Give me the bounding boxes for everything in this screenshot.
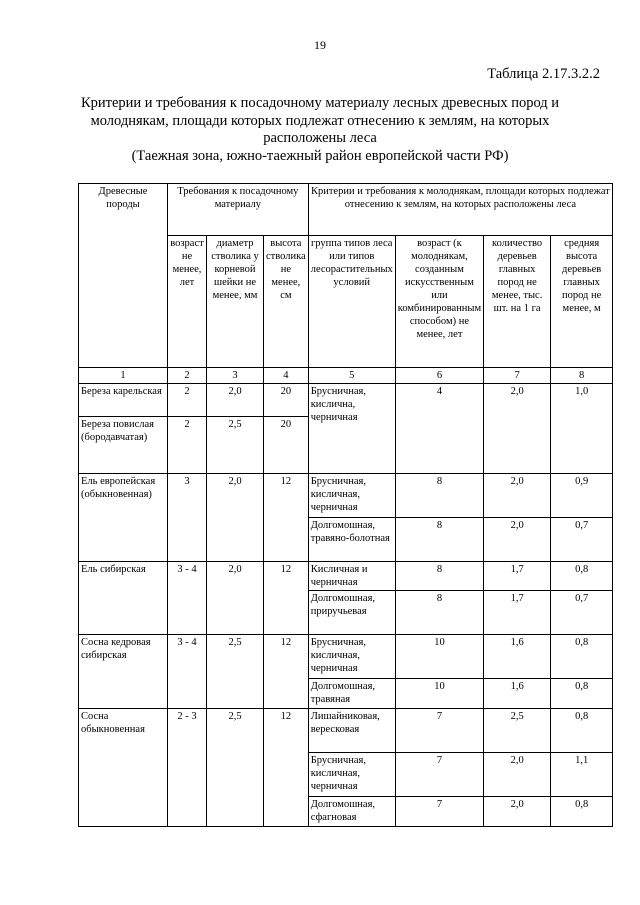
species-cell: Береза карельская bbox=[79, 384, 168, 417]
avg-height-cell: 0,8 bbox=[551, 562, 613, 591]
diameter-cell: 2,0 bbox=[207, 474, 264, 562]
age-cell: 2 bbox=[168, 384, 207, 417]
age-cell: 3 - 4 bbox=[168, 635, 207, 709]
count-cell: 2,0 bbox=[484, 753, 551, 797]
diameter-cell: 2,0 bbox=[207, 562, 264, 635]
avg-height-cell: 1,0 bbox=[551, 384, 613, 474]
avg-height-cell: 0,8 bbox=[551, 797, 613, 827]
count-cell: 1,6 bbox=[484, 635, 551, 679]
forest-type-cell: Долгомошная, травяная bbox=[308, 679, 395, 709]
age-cell: 2 bbox=[168, 417, 207, 474]
header-avg-height: средняя высота деревьев главных пород не менее, м bbox=[551, 236, 613, 368]
column-number: 6 bbox=[395, 368, 483, 384]
criteria-table bbox=[78, 183, 613, 827]
forest-type-cell: Брусничная, кисличная, черничная bbox=[308, 635, 395, 679]
column-number-row bbox=[79, 368, 613, 384]
young-age-cell: 8 bbox=[395, 562, 483, 591]
forest-type-cell: Брусничная, кисличная, черничная bbox=[308, 474, 395, 518]
age-cell: 3 - 4 bbox=[168, 562, 207, 635]
header-planting-group: Требования к посадочному материалу bbox=[168, 184, 309, 236]
height-cell: 12 bbox=[264, 474, 309, 562]
avg-height-cell: 0,9 bbox=[551, 474, 613, 518]
young-age-cell: 10 bbox=[395, 679, 483, 709]
species-cell: Сосна обыкновенная bbox=[79, 709, 168, 827]
table-row bbox=[79, 384, 613, 417]
column-number: 7 bbox=[484, 368, 551, 384]
diameter-cell: 2,0 bbox=[207, 384, 264, 417]
header-age: возраст не менее, лет bbox=[168, 236, 207, 368]
header-diameter: диаметр стволика у корневой шейки не менее, мм bbox=[207, 236, 264, 368]
avg-height-cell: 0,7 bbox=[551, 591, 613, 635]
page-number: 19 bbox=[314, 38, 326, 52]
young-age-cell: 7 bbox=[395, 709, 483, 753]
count-cell: 1,7 bbox=[484, 591, 551, 635]
document-title bbox=[60, 95, 580, 165]
species-cell: Ель сибирская bbox=[79, 562, 168, 635]
count-cell: 1,6 bbox=[484, 679, 551, 709]
forest-type-cell: Долгомошная, приручьевая bbox=[308, 591, 395, 635]
column-number: 2 bbox=[168, 368, 207, 384]
forest-type-cell: Кисличная и черничная bbox=[308, 562, 395, 591]
column-number: 8 bbox=[551, 368, 613, 384]
column-number: 4 bbox=[264, 368, 309, 384]
avg-height-cell: 0,8 bbox=[551, 635, 613, 679]
forest-type-cell: Долгомошная, травяно-болотная bbox=[308, 518, 395, 562]
table-row bbox=[79, 635, 613, 679]
count-cell: 2,0 bbox=[484, 797, 551, 827]
table-row bbox=[79, 709, 613, 753]
avg-height-cell: 0,7 bbox=[551, 518, 613, 562]
avg-height-cell: 0,8 bbox=[551, 679, 613, 709]
diameter-cell: 2,5 bbox=[207, 709, 264, 827]
young-age-cell: 8 bbox=[395, 474, 483, 518]
header-young-age: возраст (к молоднякам, созданным искусственным или комбинированным способом) не менее, лет bbox=[395, 236, 483, 368]
table-row bbox=[79, 474, 613, 518]
species-cell: Береза повислая (бородавчатая) bbox=[79, 417, 168, 474]
count-cell: 2,0 bbox=[484, 518, 551, 562]
forest-type-cell: Лишайниковая, вересковая bbox=[308, 709, 395, 753]
header-count: количество деревьев главных пород не менее, тыс. шт. на 1 га bbox=[484, 236, 551, 368]
age-cell: 3 bbox=[168, 474, 207, 562]
title-line: молоднякам, площади которых подлежат отнесению к землям, на которых bbox=[90, 112, 550, 129]
count-cell: 2,0 bbox=[484, 474, 551, 518]
column-number: 1 bbox=[79, 368, 168, 384]
forest-type-cell: Долгомошная, сфагновая bbox=[308, 797, 395, 827]
diameter-cell: 2,5 bbox=[207, 417, 264, 474]
species-cell: Сосна кедровая сибирская bbox=[79, 635, 168, 709]
table-row bbox=[79, 562, 613, 591]
header-species: Древесные породы bbox=[79, 184, 168, 368]
young-age-cell: 8 bbox=[395, 591, 483, 635]
height-cell: 20 bbox=[264, 417, 309, 474]
age-cell: 2 - 3 bbox=[168, 709, 207, 827]
avg-height-cell: 0,8 bbox=[551, 709, 613, 753]
count-cell: 2,5 bbox=[484, 709, 551, 753]
species-cell: Ель европейская (обыкновенная) bbox=[79, 474, 168, 562]
title-line: Критерии и требования к посадочному материалу лесных древесных пород и bbox=[80, 95, 560, 111]
column-number: 5 bbox=[308, 368, 395, 384]
count-cell: 1,7 bbox=[484, 562, 551, 591]
column-number: 3 bbox=[207, 368, 264, 384]
forest-type-cell: Брусничная, кислична, черничная bbox=[308, 384, 395, 474]
height-cell: 12 bbox=[264, 709, 309, 827]
young-age-cell: 4 bbox=[395, 384, 483, 474]
title-line: расположены леса bbox=[263, 130, 377, 146]
young-age-cell: 10 bbox=[395, 635, 483, 679]
header-young-group: Критерии и требования к молоднякам, площади которых подлежат отнесению к землям, на которых расположены леса bbox=[308, 184, 612, 236]
title-line: (Таежная зона, южно-таежный район европейской части РФ) bbox=[131, 147, 509, 164]
young-age-cell: 7 bbox=[395, 753, 483, 797]
height-cell: 12 bbox=[264, 562, 309, 635]
header-forest-type: группа типов леса или типов лесорастительных условий bbox=[308, 236, 395, 368]
young-age-cell: 8 bbox=[395, 518, 483, 562]
diameter-cell: 2,5 bbox=[207, 635, 264, 709]
header-height: высота стволика не менее, см bbox=[264, 236, 309, 368]
count-cell: 2,0 bbox=[484, 384, 551, 474]
table-id: Таблица 2.17.3.2.2 bbox=[487, 66, 600, 82]
young-age-cell: 7 bbox=[395, 797, 483, 827]
height-cell: 20 bbox=[264, 384, 309, 417]
forest-type-cell: Брусничная, кисличная, черничная bbox=[308, 753, 395, 797]
avg-height-cell: 1,1 bbox=[551, 753, 613, 797]
height-cell: 12 bbox=[264, 635, 309, 709]
